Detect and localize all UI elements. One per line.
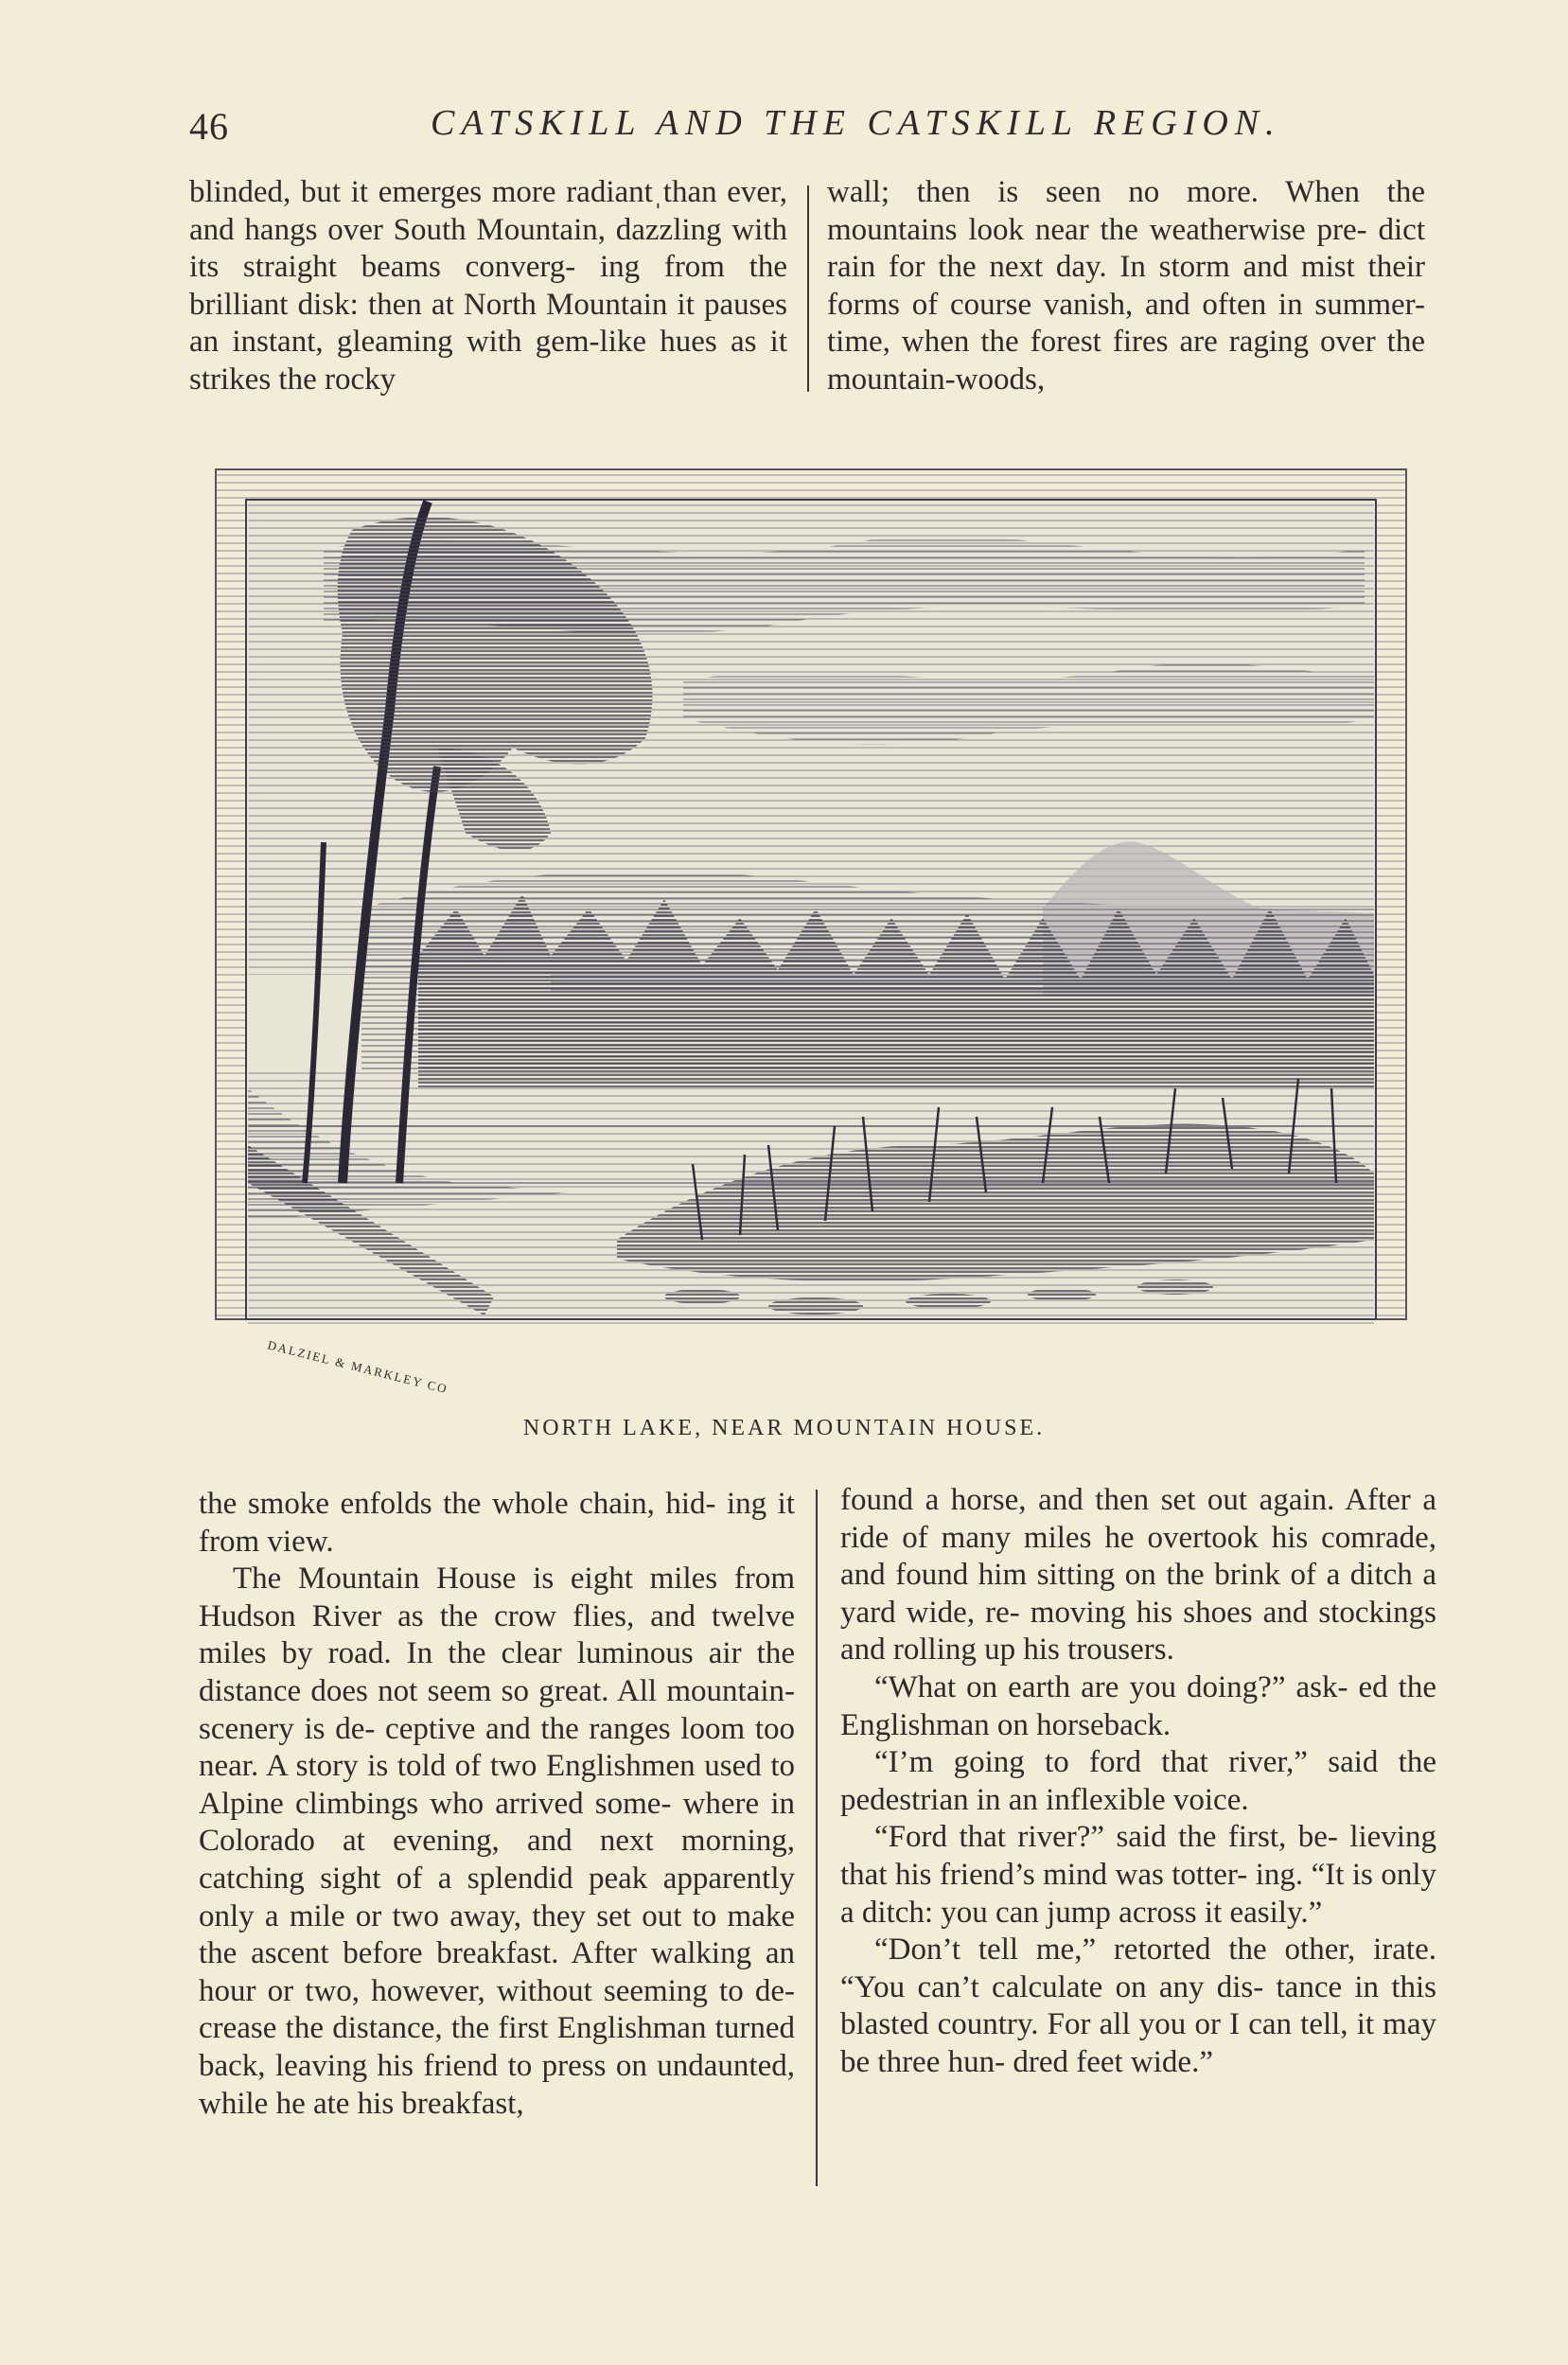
- paragraph: The Mountain House is eight miles from Hudson River as the crow flies, and twelve miles by road. In the clear luminous air the distance does not seem so great. All mountain-scenery is de- ceptive and the ranges loom too near. A story is told of two Englishmen used to Alpine climbings who arrived some- where in Colorado at evening, and next morning, catching sight of a splendid peak apparently only a mile or two away, they set out to make the ascent before breakfast. After walking an hour or two, however, without seeming to de- crease the distance, the first Englishman turned back, leaving his friend to press on undaunted, while he ate his breakfast,: [199, 1562, 795, 2121]
- paragraph: the smoke enfolds the whole chain, hid- ing it from view.: [199, 1487, 795, 1559]
- top-right-column: [827, 174, 1425, 401]
- bottom-right-column: [840, 1482, 1436, 2082]
- bottom-left-column: [199, 1486, 795, 2123]
- page-number: 46: [189, 105, 229, 148]
- engraver-signature: DALZIEL & MARKLEY CO: [266, 1337, 450, 1397]
- engraving-illustration: [210, 464, 1412, 1410]
- paragraph: blinded, but it emerges more radiantˌthan ever, and hangs over South Mountain, dazzling with its straight beams converg- ing from the brilliant disk: then at North Mountain it pauses an instant, gleaming with gem-like hues as it strikes the rocky: [189, 175, 787, 397]
- top-left-column: [189, 174, 787, 401]
- paragraph: “I’m going to ford that river,” said the pedestrian in an inflexible voice.: [840, 1745, 1436, 1817]
- column-divider: [807, 185, 809, 392]
- running-title: CATSKILL AND THE CATSKILL REGION.: [431, 103, 1281, 143]
- figure-caption: NORTH LAKE, NEAR MOUNTAIN HOUSE.: [522, 1416, 1046, 1440]
- paragraph: wall; then is seen no more. When the mountains look near the weatherwise pre- dict rain for the next day. In storm and mist their forms of course vanish, and often in summer-time, when the forest fires are raging over the mountain-woods,: [827, 175, 1425, 397]
- paragraph: “Ford that river?” said the first, be- lieving that his friend’s mind was totter- ing. “It is only a ditch: you can jump across it easily.”: [840, 1820, 1436, 1930]
- paragraph: “Don’t tell me,” retorted the other, irate. “You can’t calculate on any dis- tance in this blasted country. For all you or I can tell, it may be three hun- dred feet wide.”: [840, 1933, 1436, 2079]
- paragraph: found a horse, and then set out again. After a ride of many miles he overtook his comrade, and found him sitting on the brink of a ditch a yard wide, re- moving his shoes and stockings and rolling up his trousers.: [840, 1483, 1436, 1668]
- paragraph: “What on earth are you doing?” ask- ed the Englishman on horseback.: [840, 1669, 1436, 1742]
- column-divider: [816, 1490, 818, 2186]
